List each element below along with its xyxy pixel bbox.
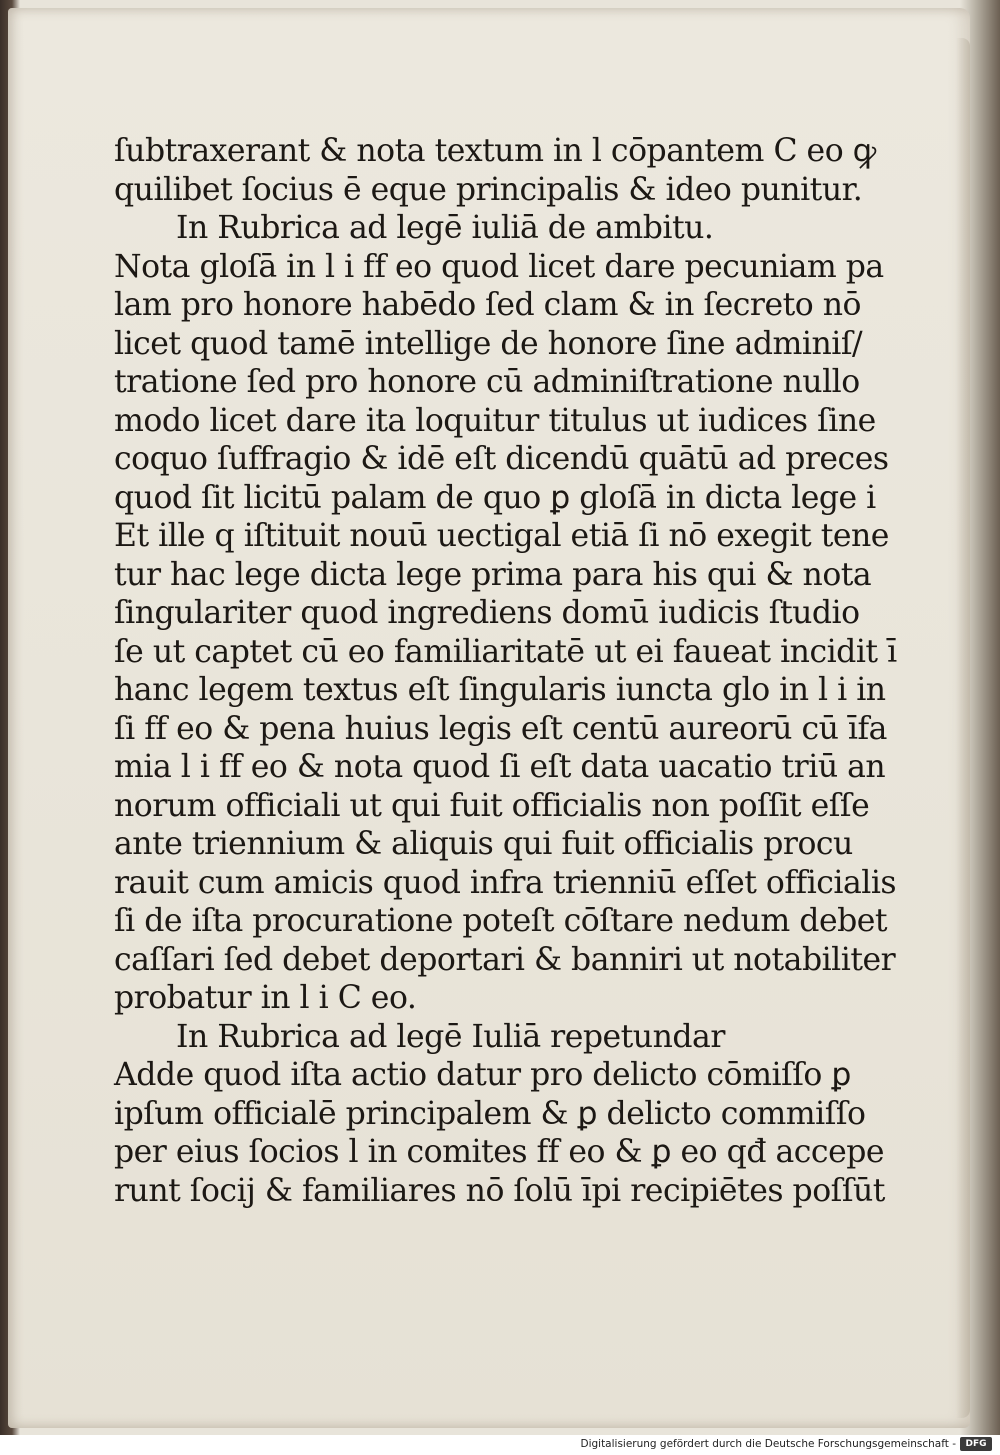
text-line: tratione ſed pro honore cū adminiſtratione nullo [114,364,860,400]
text-line: modo licet dare ita loquitur titulus ut iudices ſine [114,402,876,439]
text-line: ipſum officialē principalem & ꝑ delicto commiſſo [114,1095,866,1132]
text-line: ſingulariter quod ingrediens domū iudicis ſtudio [114,595,860,631]
text-line: ante triennium & aliquis qui fuit officialis procu [114,826,853,862]
text-line: Nota gloſā in l i ff eo quod licet dare pecuniam pa [114,248,884,285]
text-line: quod ſit licitū palam de quo ꝑ gloſā in dicta lege i [114,479,876,516]
text-line: Et ille q iſtituit nouū uectigal etiā ſi nō exegit tene [114,518,889,554]
text-line: lam pro honore habēdo ſed clam & in ſecreto nō [114,287,861,323]
dfg-logo: DFG [960,1437,992,1451]
text-line: ſe ut captet cū eo familiaritatē ut ei faueat incidit ī [114,633,897,670]
text-line: caſſari ſed debet deportari & banniri ut notabiliter [114,941,896,978]
rubric-heading: In Rubrica ad legē Iuliā repetundar [176,1018,725,1055]
text-line: rauit cum amicis quod infra trienniū eſſet officialis [114,864,897,901]
text-line: runt ſocij & familiares nō ſolū īpi recipiētes poſſūt [114,1172,885,1209]
text-line: tur hac lege dicta lege prima para his qui & nota [114,556,872,593]
text-line: Adde quod iſta actio datur pro delicto cōmiſſo ꝑ [114,1057,851,1093]
text-line: ſubtraxerant & nota textum in l cōpantem C eo ꝙ [114,133,876,169]
page-text [114,132,897,1210]
text-line: coquo ſuffragio & idē eſt dicendū quātū ad preces [114,441,889,477]
text-line: quilibet ſocius ē eque principalis & ideo punitur. [114,171,863,208]
text-line: per eius ſocios l in comites ff eo & ꝑ eo qđ accepe [114,1134,885,1170]
funding-credit: Digitalisierung gefördert durch die Deutsche Forschungsgemeinschaft - [580,1438,956,1450]
text-line: ſi de iſta procuratione poteſt cōſtare nedum debet [114,903,888,939]
page-edge [956,38,970,1418]
text-line: mia l i ff eo & nota quod ſi eſt data uacatio triū an [114,749,886,785]
text-line: licet quod tamē intellige de honore ſine adminiſ/ [114,325,863,362]
text-line: probatur in l i C eo. [114,980,417,1016]
rubric-heading: In Rubrica ad legē iuliā de ambitu. [176,210,714,246]
text-line: norum officiali ut qui fuit officialis non poſſit eſſe [114,787,870,824]
text-line: ſi ff eo & pena huius legis eſt centū aureorū cū īfa [114,710,887,747]
text-line: hanc legem textus eſt ſingularis iuncta glo in l i in [114,672,886,708]
